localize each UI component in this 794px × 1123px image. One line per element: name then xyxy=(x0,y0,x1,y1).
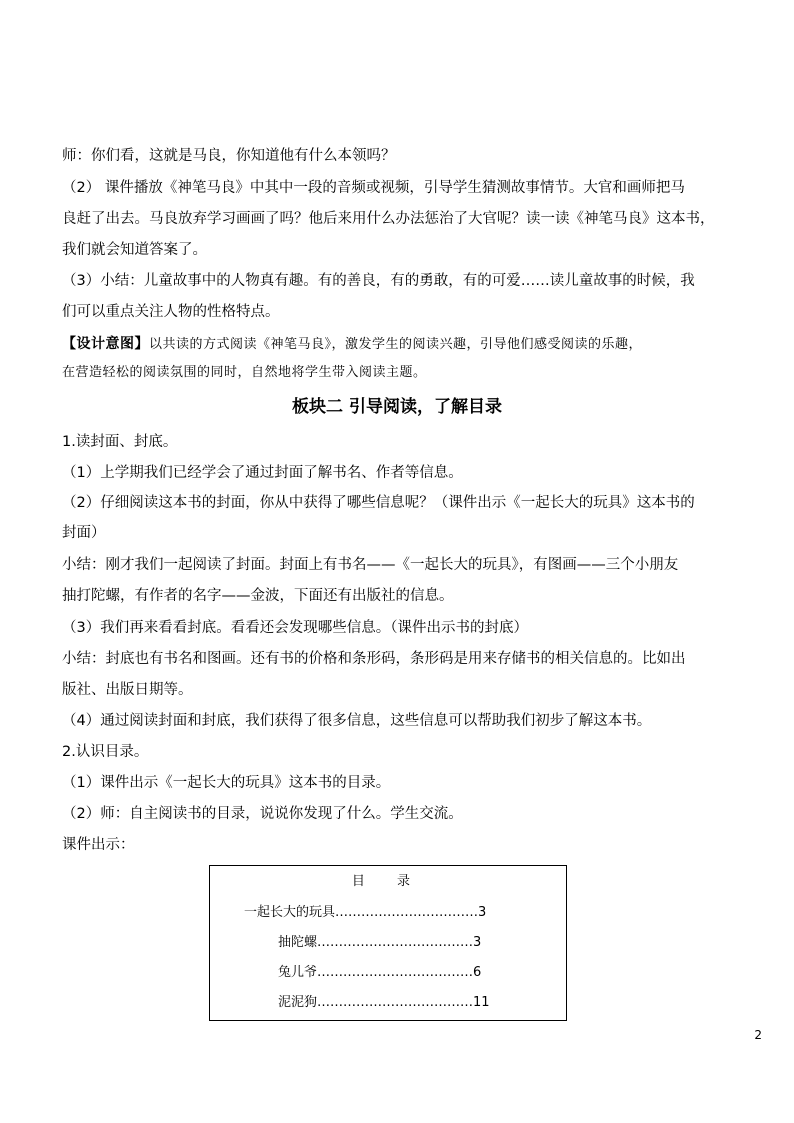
courseware-label: 课件出示： xyxy=(62,837,135,853)
design-intent-line-2: 在营造轻松的阅读氛围的同时，自然地将学生带入阅读主题。 xyxy=(62,365,427,380)
toc-item-page: 6 xyxy=(473,965,482,980)
toc-item-label: 一起长大的玩具 xyxy=(244,905,336,920)
section-heading: 板块二 引导阅读，了解目录 xyxy=(292,397,502,417)
step-1-item-2-line-1: （2）仔细阅读这本书的封面，你从中获得了哪些信息呢？（课件出示《一起长大的玩具》这本书的 xyxy=(62,495,695,511)
summary-1-line-2: 抽打陀螺，有作者的名字——金波，下面还有出版社的信息。 xyxy=(62,588,454,604)
toc-item-label: 兔儿爷 xyxy=(278,965,318,980)
toc-item-page: 3 xyxy=(473,935,482,950)
step-1-item-4: （4）通过阅读封面和封底，我们获得了很多信息，这些信息可以帮助我们初步了解这本书。 xyxy=(62,713,652,729)
paragraph-3-line-1: （3）小结：儿童故事中的人物真有趣。有的善良，有的勇敢，有的可爱……读儿童故事的时候，我 xyxy=(62,273,695,289)
paragraph-3-line-2: 们可以重点关注人物的性格特点。 xyxy=(62,304,280,320)
summary-2-line-1: 小结：封底也有书名和图画。还有书的价格和条形码，条形码是用来存储书的相关信息的。比如出 xyxy=(62,651,686,667)
step-2-title: 2.认识目录。 xyxy=(62,744,149,760)
step-1-item-1: （1）上学期我们已经学会了通过封面了解书名、作者等信息。 xyxy=(62,465,463,481)
toc-item-label: 抽陀螺 xyxy=(278,935,318,950)
toc-title: 目 录 xyxy=(351,874,425,889)
step-2-item-1: （1）课件出示《一起长大的玩具》这本书的目录。 xyxy=(62,775,391,791)
toc-item-page: 3 xyxy=(478,905,487,920)
toc-item-dots: ……………………………… xyxy=(317,995,474,1010)
toc-item xyxy=(244,901,486,920)
paragraph-teacher-question: 师：你们看，这就是马良，你知道他有什么本领吗？ xyxy=(62,148,396,164)
table-of-contents-box xyxy=(209,865,567,1021)
toc-item-dots: ……………………………… xyxy=(317,935,474,950)
toc-item xyxy=(278,991,490,1010)
toc-item-dots: ……………………………… xyxy=(317,965,474,980)
toc-item-page: 11 xyxy=(473,995,490,1010)
step-1-item-3: （3）我们再来看看封底。看看还会发现哪些信息。（课件出示书的封底） xyxy=(62,620,528,636)
step-1-item-2-line-2: 封面） xyxy=(62,525,106,541)
design-intent-text: 以共读的方式阅读《神笔马良》，激发学生的阅读兴趣，引导他们感受阅读的乐趣， xyxy=(149,337,643,352)
toc-item-label: 泥泥狗 xyxy=(278,995,318,1010)
toc-item-dots: …………………………… xyxy=(335,905,479,920)
paragraph-2-line-2: 良赶了出去。马良放弃学习画画了吗？他后来用什么办法惩治了大官呢？读一读《神笔马良》这本书， xyxy=(62,211,715,227)
summary-2-line-2: 版社、出版日期等。 xyxy=(62,682,193,698)
toc-item xyxy=(278,961,481,980)
design-intent-line-1 xyxy=(62,334,762,355)
paragraph-2-line-1: （2） 课件播放《神笔马良》中其中一段的音频或视频，引导学生猜测故事情节。大官和画师把马 xyxy=(62,180,685,196)
summary-1-line-1: 小结：刚才我们一起阅读了封面。封面上有书名——《一起长大的玩具》，有图画——三个小朋友 xyxy=(62,557,679,573)
design-intent-label: 【设计意图】 xyxy=(62,336,149,352)
paragraph-2-line-3: 我们就会知道答案了。 xyxy=(62,242,207,258)
step-2-item-2: （2）师：自主阅读书的目录，说说你发现了什么。学生交流。 xyxy=(62,806,463,822)
page-number: 2 xyxy=(754,1028,762,1042)
toc-item xyxy=(278,931,481,950)
step-1-title: 1.读封面、封底。 xyxy=(62,434,178,450)
